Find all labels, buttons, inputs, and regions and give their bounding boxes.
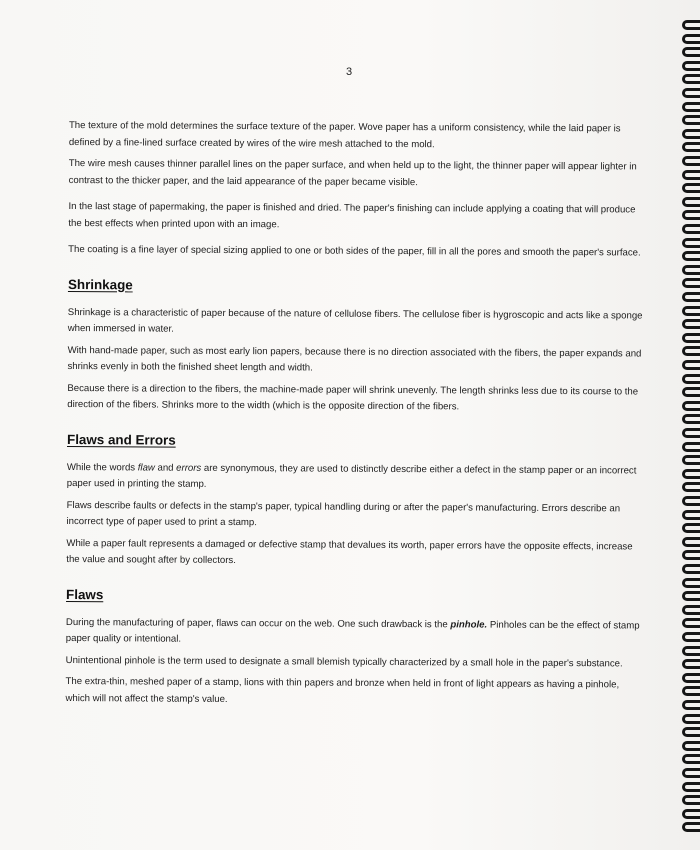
page-content	[65, 118, 645, 711]
binding-coil	[682, 20, 700, 30]
binding-coil	[682, 714, 700, 724]
binding-coil	[682, 183, 700, 193]
intro-paragraph: The wire mesh causes thinner parallel lines on the paper surface, and when held up to the light, the thinner paper will appear lighter in contrast to the thicker paper, and the laid appearance of the paper became visible.	[68, 157, 637, 188]
binding-coil	[682, 61, 700, 71]
binding-coil	[682, 170, 700, 180]
section-heading-flaws-and-errors: Flaws and Errors	[66, 431, 176, 448]
binding-coil	[682, 646, 700, 656]
binding-coil	[682, 496, 700, 506]
text-run: and	[154, 462, 177, 474]
binding-coil	[682, 346, 700, 356]
binding-coil	[682, 741, 700, 751]
binding-coil	[682, 510, 700, 520]
shrinkage-paragraph: Shrinkage is a characteristic of paper because of the nature of cellulose fibers. The cellulose fiber is hygroscopic and acts like a sponge when immersed in water.	[67, 306, 643, 335]
binding-coil	[682, 618, 700, 628]
shrinkage-paragraph: With hand-made paper, such as most early lion papers, because there is no direction associated with the fibers, the paper expands and shrinks evenly in both the finished sheet length and width.	[67, 344, 642, 374]
binding-coil	[682, 428, 700, 438]
binding-coil	[682, 142, 700, 152]
binding-coil	[682, 605, 700, 615]
binding-coil	[682, 306, 700, 316]
binding-coil	[682, 360, 700, 370]
binding-coil	[682, 550, 700, 560]
page-number: 3	[346, 66, 353, 78]
binding-coil	[682, 238, 700, 248]
binding-coil	[682, 632, 700, 642]
binding-coil	[682, 700, 700, 710]
binding-coil	[682, 401, 700, 411]
binding-coil	[682, 564, 700, 574]
binding-coil	[682, 673, 700, 683]
binding-coil	[682, 129, 700, 139]
binding-coil	[682, 414, 700, 424]
text-run: While the words	[66, 461, 138, 473]
binding-coil	[682, 768, 700, 778]
text-run: During the manufacturing of paper, flaws can occur on the web. One such drawback is the	[65, 616, 451, 630]
term-pinhole: pinhole.	[450, 618, 488, 631]
text-run: are synonymous, they are used to distinctly describe either a defect in the stamp paper or an incorrect paper used in printing the stamp.	[66, 462, 637, 490]
binding-coil	[682, 292, 700, 302]
binding-coil	[682, 591, 700, 601]
binding-coil	[682, 523, 700, 533]
shrinkage-paragraph: Because there is a direction to the fibers, the machine-made paper will shrink unevenly. The length shrinks less due to its course to the direction of the fibers. Shrinks more to the width (which is the opposite direction of the fibers.	[67, 382, 639, 413]
binding-coil	[682, 659, 700, 669]
section-heading-shrinkage: Shrinkage	[67, 276, 133, 292]
flaws-paragraph	[66, 614, 642, 651]
binding-coil	[682, 537, 700, 547]
binding-coil	[682, 265, 700, 275]
binding-coil	[682, 224, 700, 234]
term-errors: errors	[176, 462, 202, 474]
binding-coil	[682, 442, 700, 452]
binding-coil	[682, 469, 700, 479]
binding-coil	[682, 754, 700, 764]
binding-coil	[682, 210, 700, 220]
text-run: Pinholes can be the effect of stamp paper quality or intentional.	[65, 619, 640, 645]
intro-paragraph: The texture of the mold determines the surface texture of the paper. Wove paper has a uniform consistency, while the laid paper is defined by a fine-lined surface created by wires of the wire mesh attached to the mold.	[68, 119, 621, 150]
binding-coil	[682, 795, 700, 805]
binding-coil	[682, 34, 700, 44]
flaws-errors-paragraph: While a paper fault represents a damaged or defective stamp that devalues its worth, paper errors have the opposite effects, increase the value and sought after by collectors.	[66, 537, 633, 567]
binding-coil	[682, 455, 700, 465]
binding-coil	[682, 115, 700, 125]
section-heading-flaws: Flaws	[66, 586, 104, 602]
intro-paragraph: In the last stage of papermaking, the paper is finished and dried. The paper's finishing can include applying a coating that will produce the best effects when printed upon with an image.	[68, 200, 636, 230]
spiral-binding	[678, 20, 700, 840]
binding-coil	[682, 578, 700, 588]
flaws-paragraph: Unintentional pinhole is the term used to designate a small blemish typically characterized by a small hole in the paper's substance.	[65, 654, 623, 669]
binding-coil	[682, 251, 700, 261]
binding-coil	[682, 102, 700, 112]
flaws-paragraph: The extra-thin, meshed paper of a stamp, lions with thin papers and bronze when held in front of light appears as having a pinhole, which will not affect the stamp's value.	[65, 675, 620, 705]
intro-paragraph: The coating is a fine layer of special sizing applied to one or both sides of the paper, fill in all the pores and smooth the paper's surface.	[68, 243, 641, 259]
binding-coil	[682, 822, 700, 832]
binding-coil	[682, 387, 700, 397]
binding-coil	[682, 156, 700, 166]
binding-coil	[682, 727, 700, 737]
binding-coil	[682, 88, 700, 98]
flaws-errors-paragraph	[67, 459, 643, 496]
flaws-errors-paragraph: Flaws describe faults or defects in the stamp's paper, typical handling during or after the paper's manufacturing. Errors describe an incorrect type of paper used to print a stamp.	[66, 499, 621, 529]
binding-coil	[682, 47, 700, 57]
binding-coil	[682, 197, 700, 207]
binding-coil	[682, 482, 700, 492]
term-flaw: flaw	[137, 461, 155, 474]
binding-coil	[682, 374, 700, 384]
binding-coil	[682, 809, 700, 819]
binding-coil	[682, 686, 700, 696]
binding-coil	[682, 278, 700, 288]
binding-coil	[682, 782, 700, 792]
binding-coil	[682, 333, 700, 343]
binding-coil	[682, 74, 700, 84]
binding-coil	[682, 319, 700, 329]
